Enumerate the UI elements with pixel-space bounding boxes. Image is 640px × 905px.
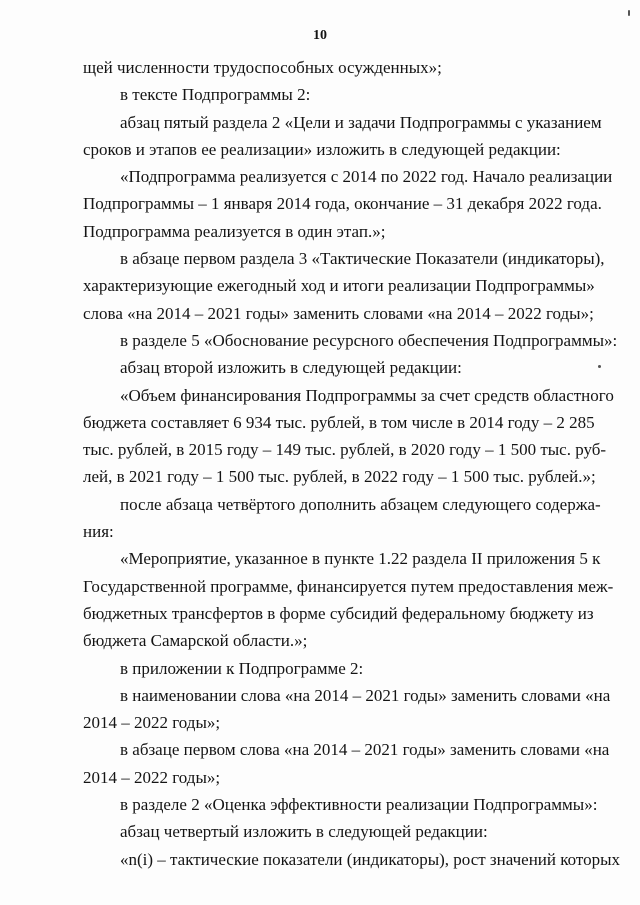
- text-line: в разделе 2 «Оценка эффективности реализации Подпрограммы»:: [120, 795, 598, 815]
- text-line: Подпрограммы – 1 января 2014 года, окончание – 31 декабря 2022 года.: [83, 194, 602, 214]
- text-line: «Объем финансирования Подпрограммы за счет средств областного: [120, 385, 614, 405]
- text-line: слова «на 2014 – 2021 годы» заменить словами «на 2014 – 2022 годы»;: [83, 303, 594, 323]
- text-line: в тексте Подпрограммы 2:: [120, 85, 311, 105]
- text-line: в наименовании слова «на 2014 – 2021 годы» заменить словами «на: [120, 685, 611, 705]
- text-line: абзац четвертый изложить в следующей редакции:: [120, 822, 488, 842]
- text-line: бюджета Самарской области.»;: [83, 631, 308, 651]
- text-line: в абзаце первом раздела 3 «Тактические Показатели (индикаторы),: [120, 249, 605, 269]
- text-line: в приложении к Подпрограмме 2:: [120, 658, 364, 678]
- text-line: в абзаце первом слова «на 2014 – 2021 годы» заменить словами «на: [120, 740, 610, 760]
- text-line: 2014 – 2022 годы»;: [83, 713, 221, 733]
- text-line: «n(i) – тактические показатели (индикаторы), рост значений которых: [120, 849, 621, 869]
- text-line: «Подпрограмма реализуется с 2014 по 2022 год. Начало реализации: [120, 167, 613, 187]
- document-body: [83, 54, 621, 873]
- text-line: бюджетных трансфертов в форме субсидий федеральному бюджету из: [83, 603, 594, 623]
- text-line: Государственной программе, финансируется путем предоставления меж-: [83, 576, 614, 596]
- text-line: «Мероприятие, указанное в пункте 1.22 раздела II приложения 5 к: [120, 549, 601, 569]
- scan-speck: [598, 365, 601, 368]
- text-line: после абзаца четвёртого дополнить абзацем следующего содержа-: [120, 494, 601, 514]
- text-line: Подпрограмма реализуется в один этап.»;: [83, 221, 386, 241]
- text-line: абзац второй изложить в следующей редакции:: [120, 358, 462, 378]
- text-line: в разделе 5 «Обоснование ресурсного обеспечения Подпрограммы»:: [120, 330, 618, 350]
- text-line: лей, в 2021 году – 1 500 тыс. рублей, в 2022 году – 1 500 тыс. рублей.»;: [83, 467, 596, 487]
- text-line: 2014 – 2022 годы»;: [83, 767, 221, 787]
- page-number: 10: [313, 28, 327, 43]
- text-line: щей численности трудоспособных осужденных»;: [83, 58, 442, 77]
- scan-speck: [628, 10, 630, 16]
- text-line: ния:: [83, 522, 114, 542]
- text-line: тыс. рублей, в 2015 году – 149 тыс. рублей, в 2020 году – 1 500 тыс. руб-: [83, 440, 607, 460]
- text-line: бюджета составляет 6 934 тыс. рублей, в том числе в 2014 году – 2 285: [83, 412, 595, 432]
- text-line: характеризующие ежегодный ход и итоги реализации Подпрограммы»: [83, 276, 595, 296]
- text-line: абзац пятый раздела 2 «Цели и задачи Подпрограммы с указанием: [120, 112, 602, 132]
- text-line: сроков и этапов ее реализации» изложить в следующей редакции:: [83, 139, 561, 159]
